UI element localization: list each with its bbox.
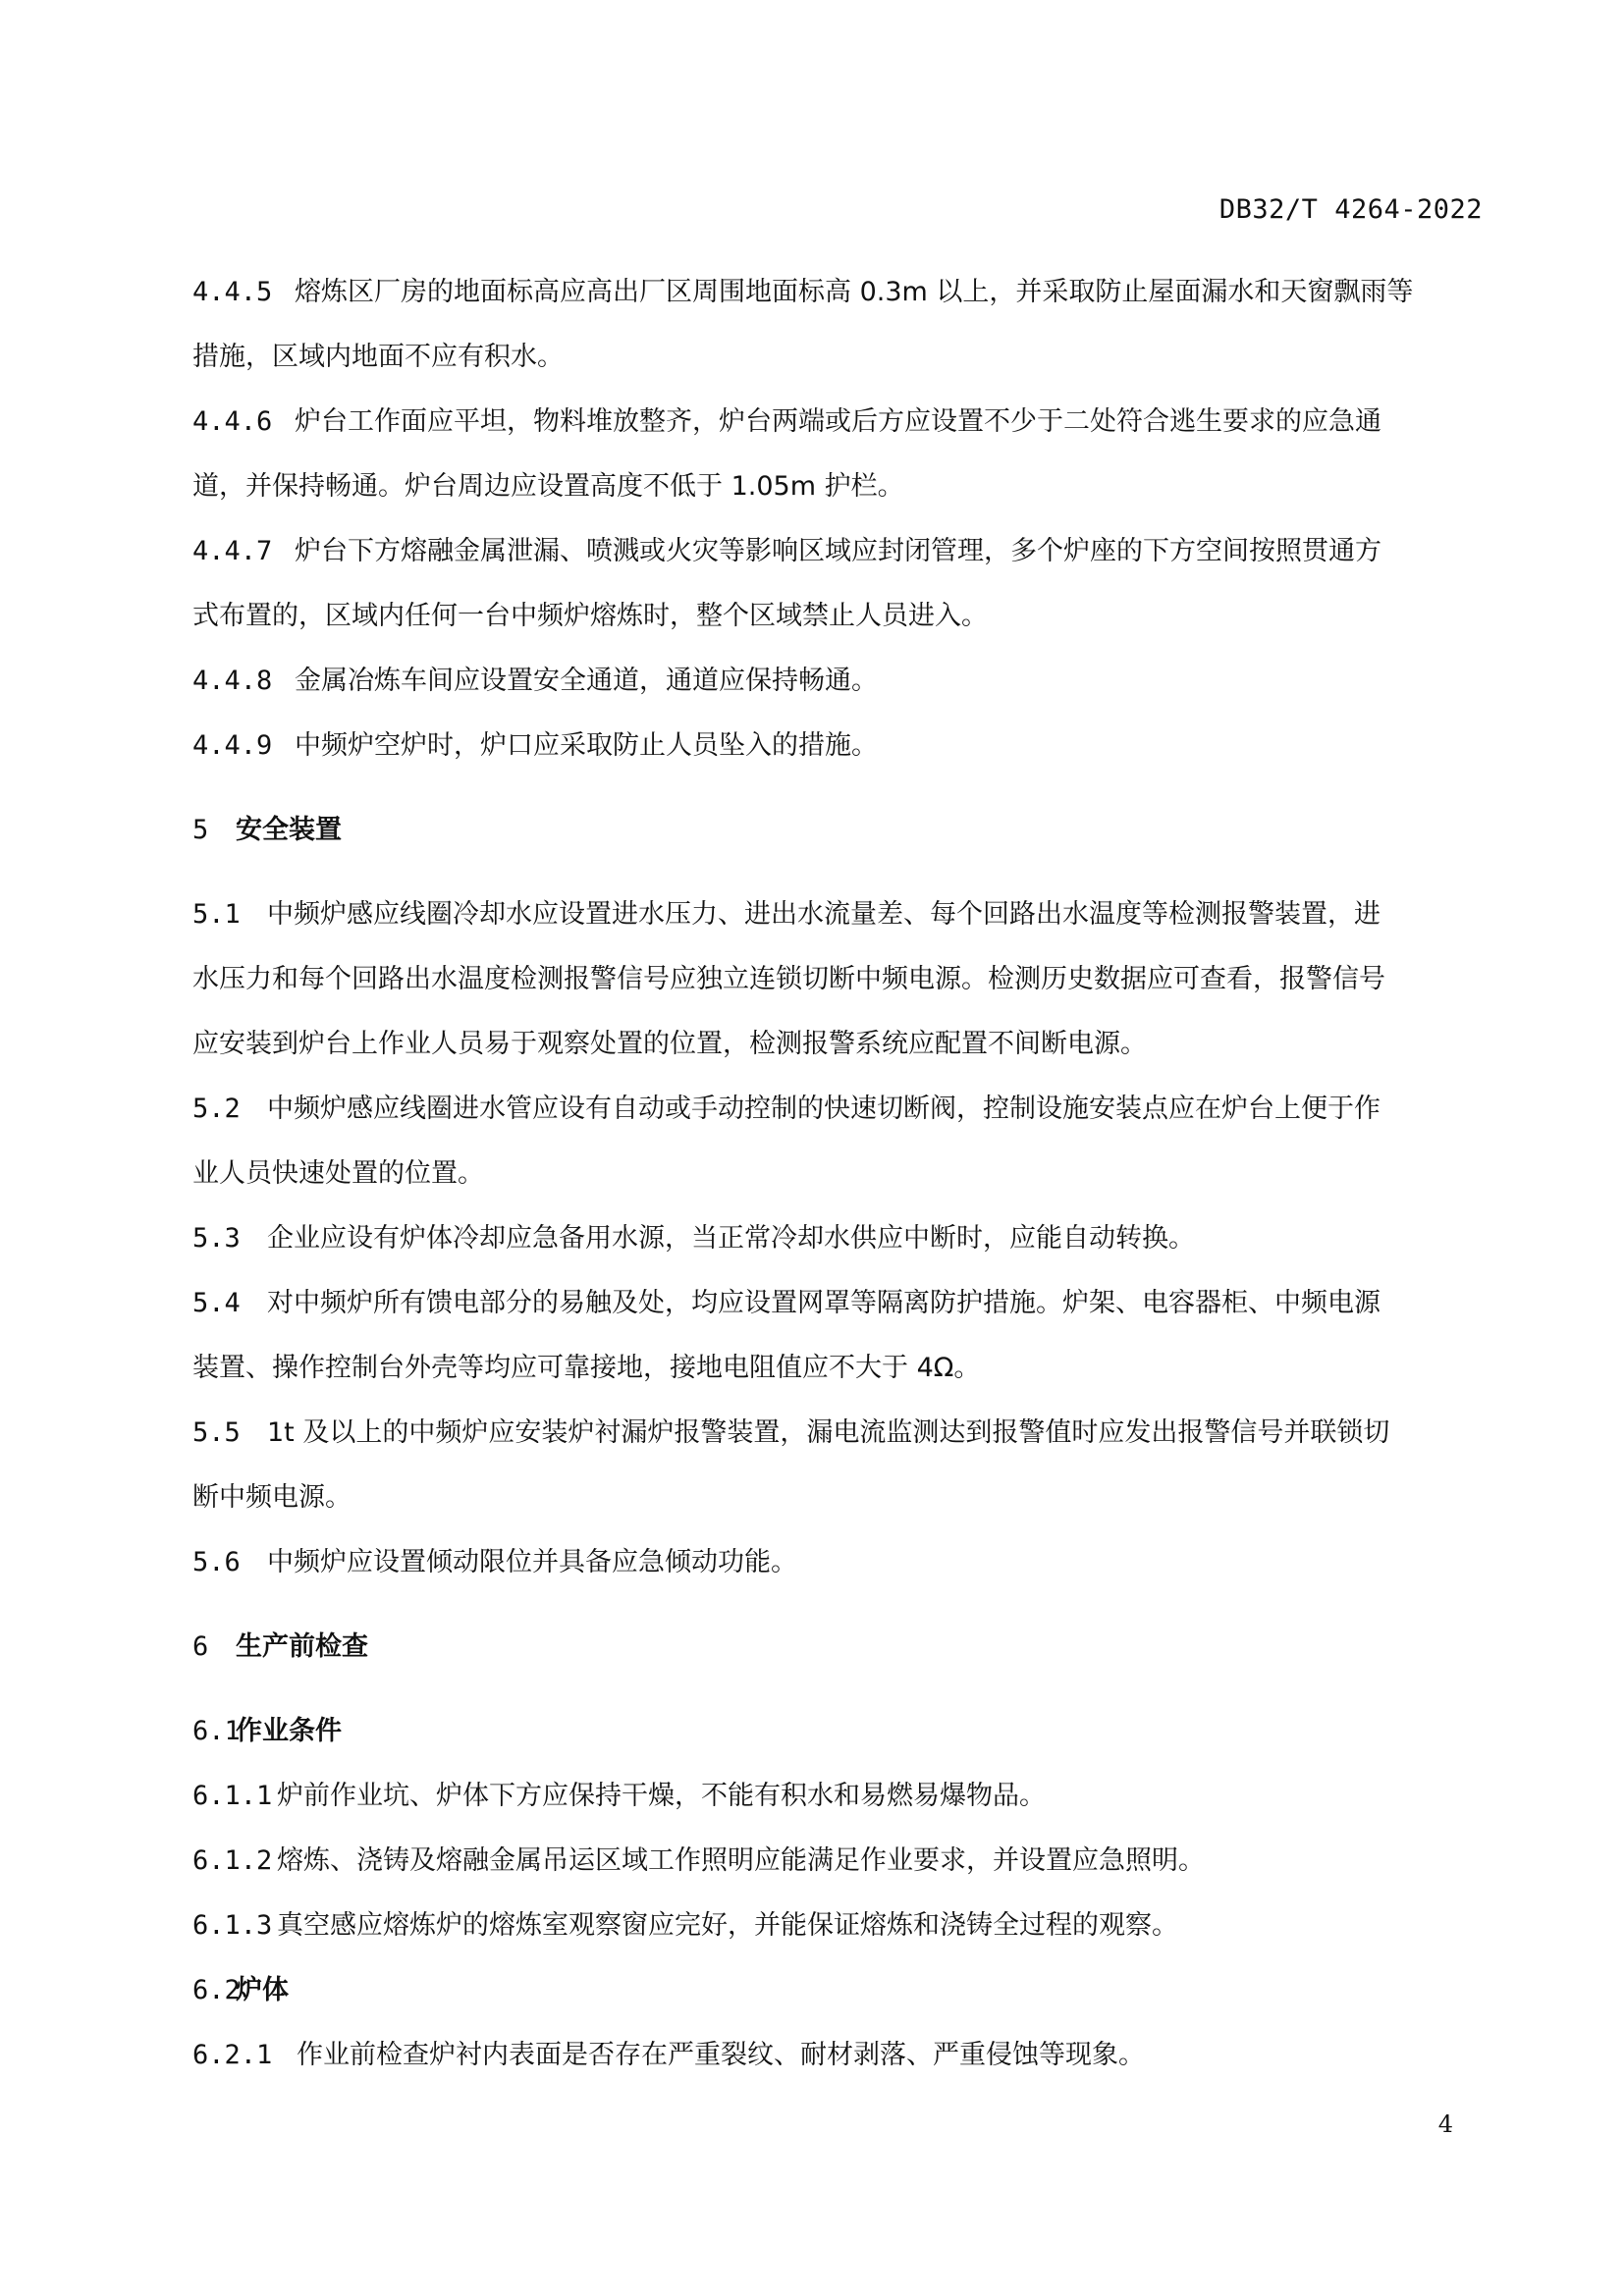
clause-text: 断中频电源。 — [192, 1482, 352, 1513]
section-heading-5 — [192, 798, 1487, 863]
standard-code: DB32/T 4264-2022 — [1218, 194, 1483, 225]
clause-4-4-6 — [192, 390, 1487, 454]
clause-text: 熔炼区厂房的地面标高应高出厂区周围地面标高 0.3m 以上，并采取防止屋面漏水和天窗飘雨等 — [295, 277, 1414, 307]
clause-text: 道，并保持畅通。炉台周边应设置高度不低于 1.05m 护栏。 — [192, 471, 904, 502]
clause-4-4-6-cont — [192, 454, 1487, 519]
clause-text: 炉台下方熔融金属泄漏、喷溅或火灾等影响区域应封闭管理，多个炉座的下方空间按照贯通方 — [295, 536, 1381, 566]
clause-4-4-8 — [192, 649, 1487, 714]
clause-number: 4.4.9 — [192, 730, 273, 761]
section-title: 作业条件 — [236, 1716, 342, 1746]
clause-number: 5.4 — [192, 1288, 241, 1318]
clause-6-1-3 — [192, 1894, 1487, 1958]
clause-5-2-cont — [192, 1142, 1487, 1206]
clause-5-4-cont — [192, 1336, 1487, 1401]
clause-5-1-cont — [192, 1012, 1487, 1077]
clause-5-6 — [192, 1530, 1487, 1595]
clause-text: 业人员快速处置的位置。 — [192, 1158, 484, 1189]
clause-text: 真空感应熔炼炉的熔炼室观察窗应完好，并能保证熔炼和浇铸全过程的观察。 — [277, 1910, 1178, 1941]
clause-5-3 — [192, 1206, 1487, 1271]
clause-number: 6.2.1 — [192, 2040, 273, 2070]
clause-text: 中频炉空炉时，炉口应采取防止人员坠入的措施。 — [295, 730, 878, 761]
clause-4-4-9 — [192, 714, 1487, 778]
clause-5-2 — [192, 1077, 1487, 1142]
section-number: 5 — [192, 815, 209, 845]
clause-number: 6.1.1 — [192, 1781, 273, 1811]
clause-text: 式布置的，区域内任何一台中频炉熔炼时，整个区域禁止人员进入。 — [192, 601, 988, 631]
clause-6-2-1 — [192, 2023, 1487, 2088]
clause-number: 6.1.3 — [192, 1910, 273, 1941]
clause-text: 炉前作业坑、炉体下方应保持干燥，不能有积水和易燃易爆物品。 — [277, 1781, 1046, 1811]
clause-number: 5.2 — [192, 1094, 241, 1124]
clause-number: 5.3 — [192, 1223, 241, 1254]
clause-text: 中频炉感应线圈冷却水应设置进水压力、进出水流量差、每个回路出水温度等检测报警装置，进 — [267, 899, 1380, 930]
section-heading-6 — [192, 1615, 1487, 1680]
clause-number: 4.4.7 — [192, 536, 273, 566]
section-heading-6-2 — [192, 1958, 1487, 2023]
clause-text: 金属冶炼车间应设置安全通道，通道应保持畅通。 — [295, 666, 878, 696]
clause-text: 水压力和每个回路出水温度检测报警信号应独立连锁切断中频电源。检测历史数据应可查看，报警信号 — [192, 964, 1385, 994]
clause-5-5 — [192, 1401, 1487, 1466]
section-heading-6-1 — [192, 1699, 1487, 1764]
clause-number: 5.1 — [192, 899, 241, 930]
section-title: 炉体 — [236, 1975, 289, 2005]
page-number: 4 — [1437, 2110, 1453, 2138]
clause-text: 炉台工作面应平坦，物料堆放整齐，炉台两端或后方应设置不少于二处符合逃生要求的应急通 — [295, 406, 1381, 437]
clause-4-4-7 — [192, 519, 1487, 584]
section-title: 生产前检查 — [236, 1631, 368, 1662]
clause-number: 4.4.8 — [192, 666, 273, 696]
clause-text: 对中频炉所有馈电部分的易触及处，均应设置网罩等隔离防护措施。炉架、电容器柜、中频电源 — [267, 1288, 1380, 1318]
clause-4-4-7-cont — [192, 584, 1487, 649]
clause-text: 中频炉感应线圈进水管应设有自动或手动控制的快速切断阀，控制设施安装点应在炉台上便于作 — [267, 1094, 1380, 1124]
clause-text: 装置、操作控制台外壳等均应可靠接地，接地电阻值应不大于 4Ω。 — [192, 1353, 981, 1383]
clause-6-1-1 — [192, 1764, 1487, 1829]
section-number: 6.2 — [192, 1975, 241, 2005]
section-number: 6 — [192, 1631, 209, 1662]
section-number: 6.1 — [192, 1716, 241, 1746]
clause-number: 5.5 — [192, 1417, 241, 1448]
clause-number: 4.4.6 — [192, 406, 273, 437]
page-content — [192, 260, 1487, 2088]
clause-text: 措施，区域内地面不应有积水。 — [192, 342, 564, 372]
clause-text: 企业应设有炉体冷却应急备用水源，当正常冷却水供应中断时，应能自动转换。 — [267, 1223, 1195, 1254]
clause-number: 5.6 — [192, 1547, 241, 1577]
clause-text: 作业前检查炉衬内表面是否存在严重裂纹、耐材剥落、严重侵蚀等现象。 — [297, 2040, 1145, 2070]
clause-6-1-2 — [192, 1829, 1487, 1894]
clause-5-1-cont — [192, 947, 1487, 1012]
clause-text: 应安装到炉台上作业人员易于观察处置的位置，检测报警系统应配置不间断电源。 — [192, 1029, 1147, 1059]
clause-4-4-5 — [192, 260, 1487, 325]
clause-5-1 — [192, 882, 1487, 947]
clause-5-4 — [192, 1271, 1487, 1336]
clause-text: 中频炉应设置倾动限位并具备应急倾动功能。 — [267, 1547, 797, 1577]
section-title: 安全装置 — [236, 815, 342, 845]
clause-5-5-cont — [192, 1466, 1487, 1530]
clause-text: 1t 及以上的中频炉应安装炉衬漏炉报警装置，漏电流监测达到报警值时应发出报警信号并联锁切 — [267, 1417, 1390, 1448]
clause-4-4-5-cont — [192, 325, 1487, 390]
clause-number: 6.1.2 — [192, 1845, 273, 1876]
clause-number: 4.4.5 — [192, 277, 273, 307]
clause-text: 熔炼、浇铸及熔融金属吊运区域工作照明应能满足作业要求，并设置应急照明。 — [277, 1845, 1205, 1876]
